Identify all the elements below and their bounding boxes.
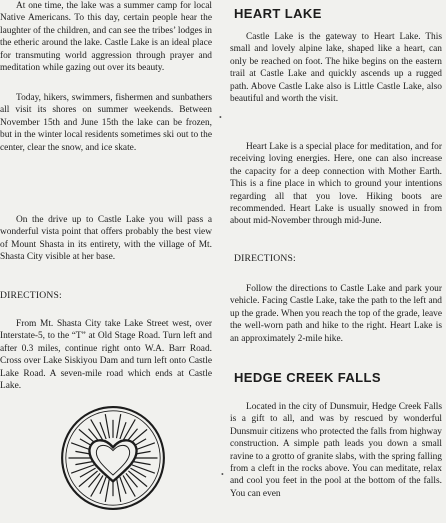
heart-lake-heading: HEART LAKE [234, 6, 322, 21]
castle-lake-directions-paragraph: From Mt. Shasta City take Lake Street west, over Interstate-5, to the “T” at Old Stage Road. Turn left and after 0.3 miles, continue right onto W.A. Barr Road. Cross over Lake Siskiyou Dam and turn left onto Castle Lake Road. A seven-mile road which ends at Castle Lake. [0, 319, 212, 392]
castle-lake-directions-heading: DIRECTIONS: [0, 290, 62, 301]
hedge-creek-falls-heading: HEDGE CREEK FALLS [234, 370, 381, 385]
heart-lake-directions-heading: DIRECTIONS: [234, 253, 296, 264]
heart-lake-directions-paragraph: Follow the directions to Castle Lake and park your vehicle. Facing Castle Lake, take the path to the left and up the grade. When you reach the top of the grade, leave the well-worn path and hike to the right. Heart Lake is an approximately 2-mile hike. [230, 284, 442, 344]
hedge-creek-falls-paragraph: Located in the city of Dunsmuir, Hedge Creek Falls is a gift to all, and was by rescued by wonderful Dunsmuir citizens who protected the falls from highway construction. A simple path leads you down a small ravine to a grotto of granite slabs, with the spring falling from a cleft in the rocks above. You can meditate, relax and cool you feet in the pool at the bottom of the falls. You can even [230, 402, 442, 499]
heart-sunburst-emblem-icon [60, 405, 166, 511]
margin-mark: • [219, 113, 222, 122]
visitors-paragraph: Today, hikers, swimmers, fishermen and sunbathers all visit its shores on summer weekends. Between November 15th and June 15th the lake can be frozen, but in the winter local residents sometimes ski out to the center, clear the snow, and ice skate. [0, 93, 212, 153]
margin-mark: • [221, 470, 224, 479]
heart-lake-intro-paragraph: Castle Lake is the gateway to Heart Lake. This small and lovely alpine lake, shaped like a heart, can only be reached on foot. The hike begins on the eastern trail at Castle Lake and quickly ascends up a rugged path. Above Castle Lake also is Little Castle Lake, also beautiful and worth the visit. [230, 32, 442, 105]
lake-history-paragraph: At one time, the lake was a summer camp for local Native Americans. To this day, certain people hear the laughter of the children, and can see the tribes’ lodges in the etheric around the lake. Castle Lake is an ideal place for transmuting world aggression through prayer and meditation while gazing out over its beauty. [0, 1, 212, 74]
heart-lake-meditation-paragraph: Heart Lake is a special place for meditation, and for receiving loving energies. Here, one can also increase the capacity for a deep connection with Mother Earth. This is a fine place in which to ground your intentions regarding all that you love. Hiking boots are recommended. Heart Lake is usually snowed in from about mid-November through mid-June. [230, 142, 442, 227]
vista-point-paragraph: On the drive up to Castle Lake you will pass a wonderful vista point that offers probably the best view of Mount Shasta in its entirety, with the village of Mt. Shasta City visible at her base. [0, 215, 212, 263]
